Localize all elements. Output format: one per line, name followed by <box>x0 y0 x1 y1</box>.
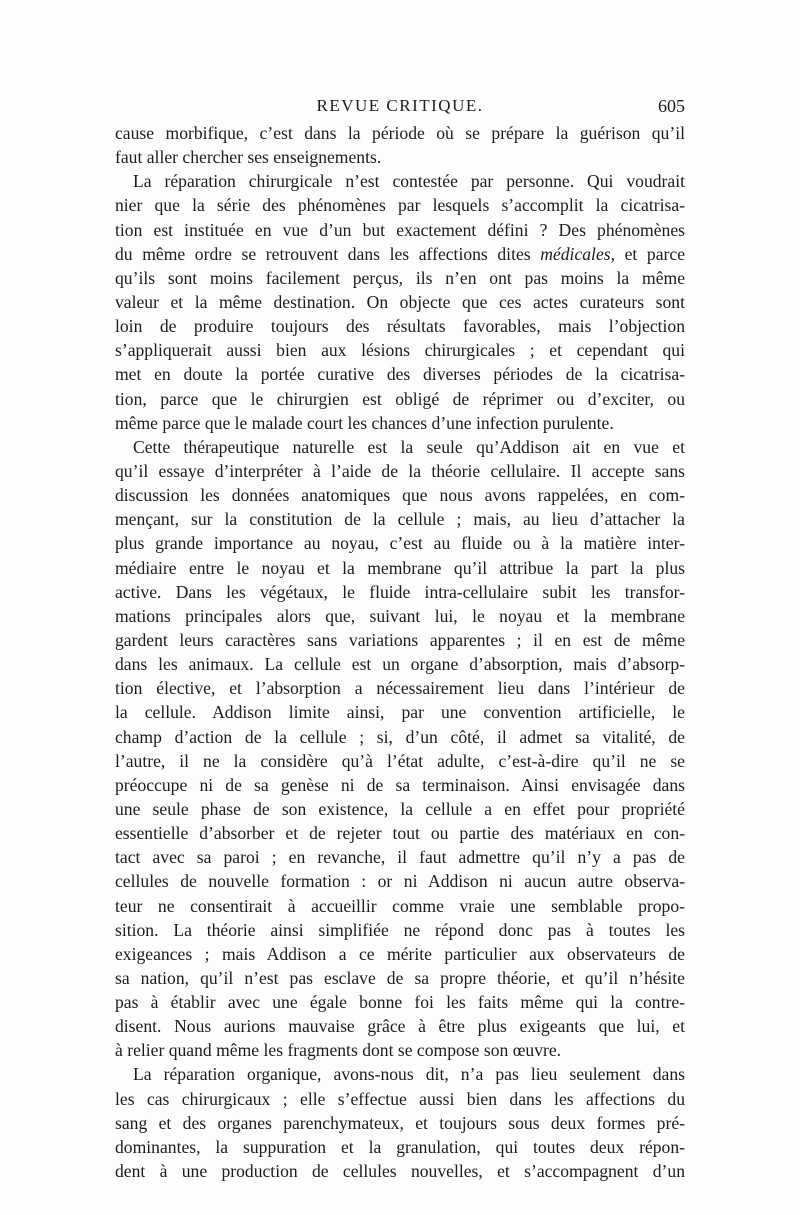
text-line: faut aller chercher ses enseignements. <box>115 147 382 168</box>
text-line: discussion les données anatomiques que nous avons rappelées, en com- <box>115 485 685 506</box>
body-text <box>115 121 685 1183</box>
text-line: sa nation, qu’il n’est pas esclave de sa propre théorie, et qu’il n’hésite <box>115 967 685 988</box>
text-line: mençant, sur la constitution de la cellule ; mais, au lieu d’attacher la <box>115 509 685 530</box>
text-line: tion est instituée en vue d’un but exactement défini ? Des phénomènes <box>115 219 685 240</box>
text-line: une seule phase de son existence, la cellule a en effet pour propriété <box>115 798 685 819</box>
text-line: même parce que le malade court les chances d’une infection purulente. <box>115 412 614 433</box>
text-line: mations principales alors que, suivant lui, le noyau et la membrane <box>115 605 685 626</box>
text-line: tion élective, et l’absorption a nécessairement lieu dans l’intérieur de <box>115 678 685 699</box>
text-line: loin de produire toujours des résultats favorables, mais l’objection <box>115 316 685 337</box>
text-line: active. Dans les végétaux, le fluide intra-cellulaire subit les transfor- <box>115 581 685 602</box>
text-line: l’autre, il ne la considère qu’à l’état adulte, c’est-à-dire qu’il ne se <box>115 750 685 771</box>
text-line: exigeances ; mais Addison a ce mérite particulier aux observateurs de <box>115 943 685 964</box>
text-line: gardent leurs caractères sans variations apparentes ; il en est de même <box>115 629 685 650</box>
text-line-with-italic <box>115 242 685 266</box>
text-line: nier que la série des phénomènes par lesquels s’accomplit la cicatrisa- <box>115 195 685 216</box>
text-line: sition. La théorie ainsi simplifiée ne répond donc pas à toutes les <box>115 919 685 940</box>
italic-word: médicales, <box>540 243 615 264</box>
text-line: essentielle d’absorber et de rejeter tout ou partie des matériaux en con- <box>115 823 685 844</box>
text-line: cause morbifique, c’est dans la période où se prépare la guérison qu’il <box>115 123 685 143</box>
text-line: qu’il essaye d’interpréter à l’aide de la théorie cellulaire. Il accepte sans <box>115 460 685 481</box>
text-line: préoccupe ni de sa genèse ni de sa terminaison. Ainsi envisagée dans <box>115 774 685 795</box>
text-segment: et parce <box>615 243 686 264</box>
text-line: tion, parce que le chirurgien est obligé de réprimer ou d’exciter, ou <box>115 388 685 409</box>
text-line: champ d’action de la cellule ; si, d’un côté, il admet sa vitalité, de <box>115 726 685 747</box>
text-line: s’appliquerait aussi bien aux lésions chirurgicales ; et cependant qui <box>115 340 685 361</box>
text-segment: du même ordre se retrouvent dans les affections dites <box>115 243 531 264</box>
text-line: La réparation chirurgicale n’est contestée par personne. Qui voudrait <box>133 171 685 192</box>
text-line: la cellule. Addison limite ainsi, par une convention artificielle, le <box>115 702 685 723</box>
text-line: qu’ils sont moins facilement perçus, ils n’en ont pas moins la même <box>115 267 685 288</box>
running-head <box>115 96 685 122</box>
text-line: disent. Nous aurions mauvaise grâce à être plus exigeants que lui, et <box>115 1016 685 1037</box>
text-line: cellules de nouvelle formation : or ni Addison ni aucun autre observa- <box>115 871 685 892</box>
running-head-title: REVUE CRITIQUE. <box>316 96 484 115</box>
text-line: sang et des organes parenchymateux, et toujours sous deux formes pré- <box>115 1112 685 1133</box>
text-line: met en doute la portée curative des diverses périodes de la cicatrisa- <box>115 364 685 385</box>
page-number: 605 <box>658 96 685 116</box>
text-line: médiaire entre le noyau et la membrane qu’il attribue la part la plus <box>115 557 685 578</box>
text-line: les cas chirurgicaux ; elle s’effectue aussi bien dans les affections du <box>115 1088 685 1109</box>
text-line: tact avec sa paroi ; en revanche, il faut admettre qu’il n’y a pas de <box>115 847 685 868</box>
text-line: Cette thérapeutique naturelle est la seule qu’Addison ait en vue et <box>133 436 685 457</box>
text-line: plus grande importance au noyau, c’est au fluide ou à la matière inter- <box>115 533 685 554</box>
text-line: à relier quand même les fragments dont se compose son œuvre. <box>115 1040 562 1061</box>
text-line: pas à établir avec une égale bonne foi les faits même qui la contre- <box>115 992 685 1013</box>
text-line: teur ne consentirait à accueillir comme vraie une semblable propo- <box>115 895 685 916</box>
text-line: dent à une production de cellules nouvelles, et s’accompagnent d’un <box>115 1161 685 1182</box>
text-line: La réparation organique, avons-nous dit, n’a pas lieu seulement dans <box>133 1064 685 1085</box>
text-line: valeur et la même destination. On objecte que ces actes curateurs sont <box>115 291 685 312</box>
text-line: dominantes, la suppuration et la granulation, qui toutes deux répon- <box>115 1136 685 1157</box>
text-line: dans les animaux. La cellule est un organe d’absorption, mais d’absorp- <box>115 654 685 675</box>
